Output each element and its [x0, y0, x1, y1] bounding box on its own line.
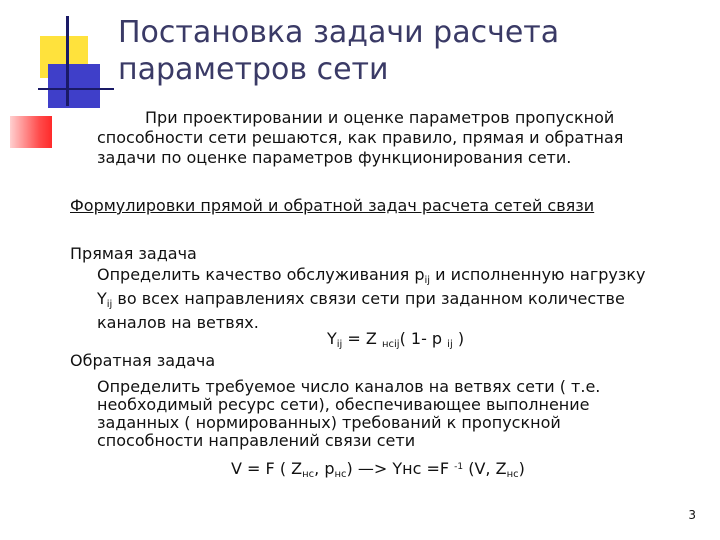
inverse-formula	[231, 457, 525, 485]
inv-formula-e: )	[518, 459, 525, 478]
formula-y-sub: ij	[336, 339, 343, 350]
inv-formula-a-sub: нс	[302, 469, 315, 480]
direct-line-2	[97, 290, 697, 314]
inv-formula-a: V = F ( Z	[231, 459, 303, 478]
intro-line-2: способности сети решаются, как правило, прямая и обратная	[97, 128, 624, 147]
direct-line-2-tail: во всех направлениях связи сети при заданном количестве	[112, 289, 625, 308]
inv-formula-d-sub: нс	[506, 469, 519, 480]
direct-line-1-sub: ij	[424, 275, 431, 286]
title-line-1: Постановка задачи расчета	[118, 15, 560, 50]
direct-task-heading: Прямая задача	[70, 244, 197, 263]
direct-line-1	[97, 266, 697, 290]
direct-task-body	[97, 266, 697, 332]
intro-paragraph	[97, 108, 697, 168]
formula-mid: = Z	[342, 329, 382, 348]
inverse-line-1: Определить требуемое число каналов на ветвях сети ( т.е.	[97, 377, 601, 396]
slide-title	[118, 14, 678, 88]
formula-p-sub: ij	[447, 339, 453, 350]
decor-vertical-line	[66, 16, 69, 106]
inv-formula-c-sup: -1	[454, 462, 464, 472]
decor-blue-square	[48, 64, 100, 108]
formula-y: Y	[327, 329, 337, 348]
inv-formula-b-sub: нс	[334, 469, 347, 480]
inv-formula-c: ) —> Yнс =F	[346, 459, 455, 478]
inverse-line-4: способности направлений связи сети	[97, 431, 416, 450]
direct-line-1-tail: и исполненную нагрузку	[430, 265, 646, 284]
title-line-2: параметров сети	[118, 52, 389, 87]
direct-line-3: каналов на ветвях.	[97, 313, 259, 332]
decor-horizontal-line	[38, 88, 114, 90]
direct-line-2-text: Y	[97, 289, 107, 308]
direct-line-1-text: Определить качество обслуживания p	[97, 265, 425, 284]
intro-line-3: задачи по оценке параметров функционирования сети.	[97, 148, 572, 167]
inverse-task-heading: Обратная задача	[70, 351, 216, 370]
section-heading: Формулировки прямой и обратной задач расчета сетей связи	[70, 196, 595, 215]
formula-paren: ( 1- p	[399, 329, 448, 348]
direct-line-2-sub: ij	[106, 299, 113, 310]
inv-formula-d: (V, Z	[463, 459, 507, 478]
inv-formula-b: , p	[314, 459, 335, 478]
inverse-line-2: необходимый ресурс сети), обеспечивающее выполнение	[97, 395, 590, 414]
page-number: 3	[688, 508, 696, 522]
formula-close: )	[452, 329, 465, 348]
decor-red-bullet	[10, 116, 52, 148]
intro-line-1: При проектировании и оценке параметров пропускной	[145, 108, 615, 127]
inverse-task-body	[97, 378, 697, 450]
inverse-line-3: заданных ( нормированных) требований к пропускной	[97, 413, 561, 432]
direct-formula	[327, 329, 464, 355]
formula-z-sub: нсij	[381, 339, 400, 350]
